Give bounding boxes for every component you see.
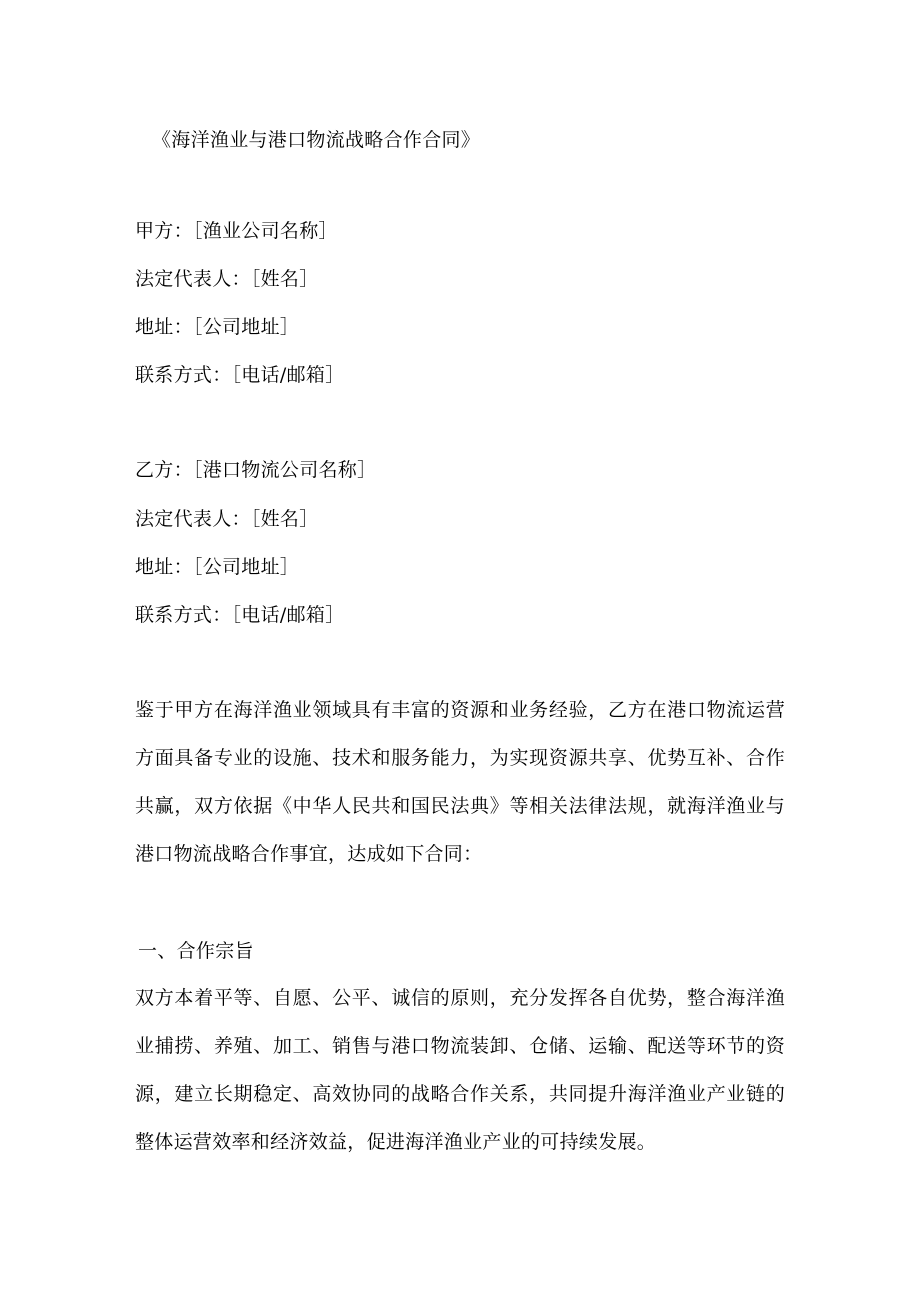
section-body: 双方本着平等、自愿、公平、诚信的原则，充分发挥各自优势，整合海洋渔业捕捞、养殖、加工、销售与港口物流装卸、仓储、运输、配送等环节的资源，建立长期稳定、高效协同的战略合作关系，共同提升海洋渔业产业链的整体运营效率和经济效益，促进海洋渔业产业的可持续发展。	[135, 987, 785, 1153]
party-a-address: 地址：［公司地址］	[135, 316, 300, 338]
preamble-paragraph: 鉴于甲方在海洋渔业领域具有丰富的资源和业务经验，乙方在港口物流运营方面具备专业的设施、技术和服务能力，为实现资源共享、优势互补、合作共赢，双方依据《中华人民共和国民法典》等相关法律法规，就海洋渔业与港口物流战略合作事宜，达成如下合同：	[135, 699, 785, 865]
party-a-contact: 联系方式：［电话/邮箱］	[135, 364, 345, 386]
section-heading: 一、合作宗旨	[138, 940, 254, 962]
document-title: 《海洋渔业与港口物流战略合作合同》	[152, 129, 481, 151]
party-a-name: 甲方：［渔业公司名称］	[135, 220, 338, 242]
party-b-representative: 法定代表人：［姓名］	[135, 508, 319, 530]
party-b-name: 乙方：［港口物流公司名称］	[135, 459, 377, 481]
party-a-representative: 法定代表人：［姓名］	[135, 268, 319, 290]
party-b-contact: 联系方式：［电话/邮箱］	[135, 604, 345, 626]
party-b-address: 地址：［公司地址］	[135, 556, 300, 578]
